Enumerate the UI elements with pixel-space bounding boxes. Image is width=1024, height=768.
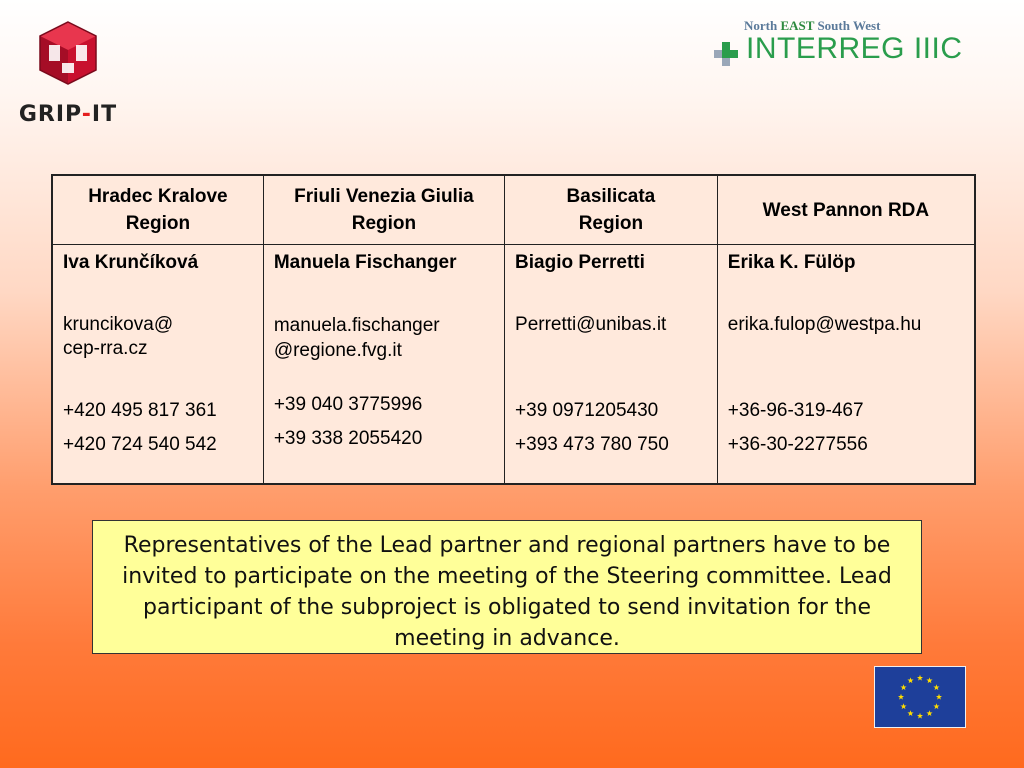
- contact-phones: [515, 399, 707, 457]
- contact-phone: +36-30-2277556: [727, 434, 868, 455]
- eu-stars: [875, 667, 965, 727]
- eu-star-icon: [933, 703, 939, 709]
- eu-star-icon: [926, 710, 932, 716]
- grip-cube-icon: [32, 18, 104, 90]
- contacts-table: [51, 174, 976, 485]
- eu-star-icon: [926, 677, 932, 683]
- contact-phone: +393 473 780 750: [515, 434, 669, 455]
- contact-phone: +420 495 817 361: [63, 400, 217, 421]
- interreg-logo: [712, 18, 972, 74]
- grip-it-wordmark: GRIP-IT: [18, 102, 118, 127]
- contact-phones: [63, 399, 253, 457]
- contact-phone: +39 0971205430: [515, 400, 659, 421]
- contact-name: Manuela Fischanger: [273, 252, 457, 273]
- contact-phone: +39 338 2055420: [273, 428, 423, 449]
- contact-name: Iva Krunčíková: [63, 252, 199, 273]
- interreg-title: INTERREG IIIC: [746, 32, 963, 65]
- eu-star-icon: [933, 684, 939, 690]
- eu-star-icon: [898, 694, 904, 700]
- table-row: [52, 245, 975, 485]
- eu-flag-icon: [874, 666, 966, 728]
- contact-name: Erika K. Fülöp: [727, 252, 856, 273]
- eu-star-icon: [901, 703, 907, 709]
- contact-email: manuela.fischanger @regione.fvg.it: [273, 315, 440, 361]
- header-hradec-kralove: Hradec Kralove Region: [52, 175, 263, 245]
- header-west-pannon: West Pannon RDA: [717, 175, 975, 245]
- eu-star-icon: [936, 694, 942, 700]
- contact-phone: +36-96-319-467: [727, 400, 864, 421]
- contact-email: Perretti@unibas.it: [515, 314, 667, 335]
- contact-cell: [505, 245, 718, 485]
- contact-email: kruncikova@ cep-rra.cz: [63, 314, 174, 359]
- contact-cell: [52, 245, 263, 485]
- contact-name: Biagio Perretti: [515, 252, 645, 273]
- note-box: Representatives of the Lead partner and regional partners have to be invited to participate on the meeting of the Steering committee. Lead participant of the subproject is obligated to send invitation for the meeting in advance.: [92, 520, 922, 654]
- contact-email: erika.fulop@westpa.hu: [727, 314, 922, 335]
- contact-cell: [263, 245, 504, 485]
- contact-phones: [274, 393, 494, 451]
- contact-phones: [728, 399, 964, 457]
- eu-star-icon: [917, 675, 923, 681]
- eu-star-icon: [907, 710, 913, 716]
- header-basilicata: Basilicata Region: [505, 175, 718, 245]
- eu-star-icon: [917, 713, 923, 719]
- header-friuli-venezia-giulia: Friuli Venezia Giulia Region: [263, 175, 504, 245]
- grip-it-logo: [18, 18, 118, 128]
- contact-cell: [717, 245, 975, 485]
- interreg-subtitle: North EAST South West: [744, 18, 881, 33]
- table-header-row: [52, 175, 975, 245]
- interreg-squares-icon: [712, 38, 744, 70]
- eu-star-icon: [901, 684, 907, 690]
- contact-phone: +420 724 540 542: [63, 434, 217, 455]
- eu-star-icon: [907, 677, 913, 683]
- contact-phone: +39 040 3775996: [273, 394, 423, 415]
